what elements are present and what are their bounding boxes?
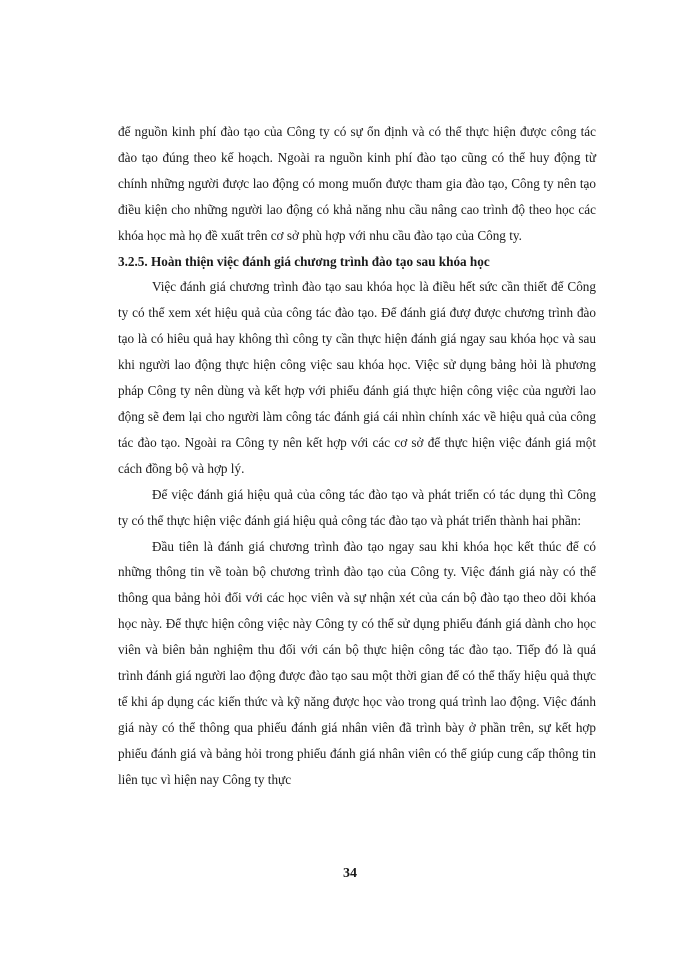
section-heading-3-2-5: 3.2.5. Hoàn thiện việc đánh giá chương trình đào tạo sau khóa học (118, 253, 490, 269)
paragraph-evaluation-intro: Việc đánh giá chương trình đào tạo sau khóa học là điều hết sức cần thiết để Công ty có thể xem xét hiệu quả của công tác đào tạo. Để đánh giá đượ được chương trình đào tạo là có hiêu quả hay không thì công ty cần thực hiện đánh giá ngay sau khóa học và sau khi người lao động thực hiện công việc sau khóa học. Việc sử dụng bảng hỏi là phương pháp Công ty nên dùng và kết hợp với phiếu đánh giá thực hiện công việc của người lao động sẽ đem lại cho người làm công tác đánh giá cái nhìn chính xác về hiệu quả của công tác đào tạo. Ngoài ra Công ty nên kết hợp với các cơ sở để thực hiện việc đánh giá một cách đồng bộ và hợp lý. (118, 279, 596, 476)
paragraph-evaluation-two-parts: Để việc đánh giá hiệu quả của công tác đào tạo và phát triển có tác dụng thì Công ty có thể thực hiện việc đánh giá hiệu quả công tác đào tạo và phát triển thành hai phần: (118, 486, 596, 528)
paragraph-funding-continuation: để nguồn kinh phí đào tạo của Công ty có sự ổn định và có thể thực hiện được công tác đào tạo đúng theo kế hoạch. Ngoài ra nguồn kinh phí đào tạo cũng có thể huy động từ chính những người được lao động có mong muốn được tham gia đào tạo, Công ty nên tạo điều kiện cho những người lao động có khả năng nhu cầu nâng cao trình độ theo học các khóa học mà họ đề xuất trên cơ sở phù hợp với nhu cầu đào tạo của Công ty. (118, 124, 596, 243)
paragraph-evaluation-steps: Đầu tiên là đánh giá chương trình đào tạo ngay sau khi khóa học kết thúc để có những thông tin về toàn bộ chương trình đào tạo của Công ty. Việc đánh giá này có thể thông qua bảng hỏi đối với các học viên và sự nhận xét của cán bộ đào tạo theo dõi khóa học này. Để thực hiện công việc này Công ty có thể sử dụng phiếu đánh giá dành cho học viên và biên bản nghiệm thu đối với cán bộ thực hiện công tác đào tạo. Tiếp đó là quá trình đánh giá người lao động được đào tạo sau một thời gian để có thể thấy hiệu quả thực tế khi áp dụng các kiến thức và kỹ năng được học vào trong quá trình lao động. Việc đánh giá này có thể thông qua phiếu đánh giá nhân viên đã trình bày ở phần trên, sự kết hợp phiếu đánh giá và bảng hỏi trong phiếu đánh giá nhân viên có thể giúp cung cấp thông tin liên tục vì hiện nay Công ty thực (118, 538, 596, 787)
page-body (118, 119, 596, 793)
page-number: 34 (343, 866, 357, 881)
